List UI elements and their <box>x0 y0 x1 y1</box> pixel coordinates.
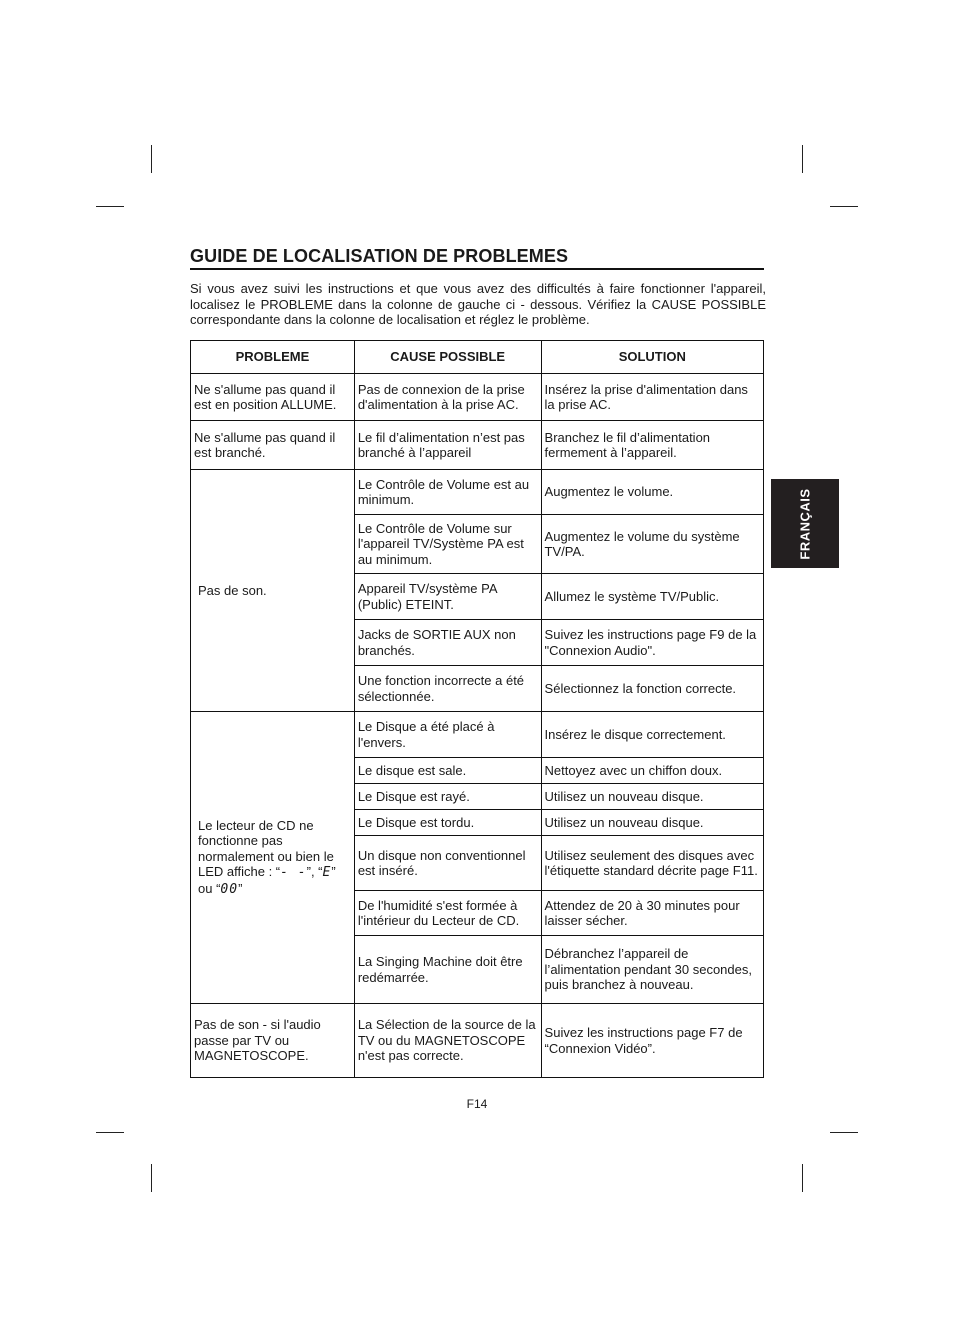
solution-cell: Augmentez le volume. <box>541 470 763 515</box>
table-row <box>191 421 764 470</box>
solution-cell: Augmentez le volume du système TV/PA. <box>541 515 763 574</box>
crop-mark <box>830 1132 858 1133</box>
problem-cell: Pas de son. <box>191 470 355 712</box>
led-code-dashes: - - <box>280 865 307 881</box>
intro-paragraph: Si vous avez suivi les instructions et que vous avez des difficultés à faire fonctionner l'appareil, localisez le PROBLEME dans la colonne de gauche ci - dessous. Vérifiez la CAUSE POSSIBLE correspondante dans la colonne de localisation et réglez le problème. <box>190 281 766 327</box>
cause-cell: Le Disque est rayé. <box>354 784 541 810</box>
cause-cell: Le Contrôle de Volume est au minimum. <box>354 470 541 515</box>
problem-text: ”, “ <box>306 864 323 880</box>
solution-cell: Sélectionnez la fonction correcte. <box>541 666 763 712</box>
cause-cell: Le Disque est tordu. <box>354 810 541 836</box>
crop-mark <box>151 1164 152 1192</box>
problem-text: Le lecteur de CD ne fonctionne pas normalement ou bien le LED affiche : “ <box>198 817 334 880</box>
solution-cell: Allumez le système TV/Public. <box>541 574 763 620</box>
table-header-row <box>191 341 764 374</box>
problem-cell <box>191 712 355 1004</box>
solution-cell: Utilisez seulement des disques avec l'étiquette standard décrite page F11. <box>541 836 763 891</box>
cause-cell: De l'humidité s'est formée à l'intérieur du Lecteur de CD. <box>354 891 541 936</box>
crop-mark <box>151 145 152 173</box>
solution-cell: Suivez les instructions page F7 de “Connexion Vidéo”. <box>541 1004 763 1078</box>
led-code-e: E <box>322 865 332 881</box>
problem-text: ” ou “ <box>198 864 336 896</box>
header-probleme: PROBLEME <box>191 341 355 374</box>
solution-cell: Attendez de 20 à 30 minutes pour laisser sécher. <box>541 891 763 936</box>
crop-mark <box>802 145 803 173</box>
language-tab-label: FRANÇAIS <box>797 487 813 560</box>
crop-mark <box>96 206 124 207</box>
header-solution: SOLUTION <box>541 341 763 374</box>
problem-cell: Pas de son - si l'audio passe par TV ou MAGNETOSCOPE. <box>191 1004 355 1078</box>
cause-cell: Jacks de SORTIE AUX non branchés. <box>354 620 541 666</box>
language-tab <box>771 479 839 568</box>
led-code-00: 00 <box>220 881 239 897</box>
table-row <box>191 1004 764 1078</box>
cause-cell: La Singing Machine doit être redémarrée. <box>354 936 541 1004</box>
page-title: GUIDE DE LOCALISATION DE PROBLEMES <box>190 245 764 270</box>
cause-cell: Pas de connexion de la prise d'alimentation à la prise AC. <box>354 374 541 421</box>
solution-cell: Débranchez l’appareil de l’alimentation pendant 30 secondes, puis branchez à nouveau. <box>541 936 763 1004</box>
problem-cell: Ne s'allume pas quand il est en position ALLUME. <box>191 374 355 421</box>
table-row <box>191 712 764 758</box>
crop-mark <box>96 1132 124 1133</box>
cause-cell: Le Disque a été placé à l'envers. <box>354 712 541 758</box>
solution-cell: Insérez le disque correctement. <box>541 712 763 758</box>
table-row <box>191 470 764 515</box>
cause-cell: La Sélection de la source de la TV ou du MAGNETOSCOPE n'est pas correcte. <box>354 1004 541 1078</box>
solution-cell: Utilisez un nouveau disque. <box>541 784 763 810</box>
solution-cell: Utilisez un nouveau disque. <box>541 810 763 836</box>
problem-text: ” <box>238 880 243 896</box>
cause-cell: Une fonction incorrecte a été sélectionnée. <box>354 666 541 712</box>
solution-cell: Suivez les instructions page F9 de la "Connexion Audio". <box>541 620 763 666</box>
solution-cell: Branchez le fil d’alimentation fermement à l’appareil. <box>541 421 763 470</box>
crop-mark <box>830 206 858 207</box>
table-row <box>191 374 764 421</box>
page-number: F14 <box>466 1097 488 1111</box>
cause-cell: Un disque non conventionnel est inséré. <box>354 836 541 891</box>
cause-cell: Appareil TV/système PA (Public) ETEINT. <box>354 574 541 620</box>
solution-cell: Nettoyez avec un chiffon doux. <box>541 758 763 784</box>
cause-cell: Le disque est sale. <box>354 758 541 784</box>
solution-cell: Insérez la prise d'alimentation dans la prise AC. <box>541 374 763 421</box>
cause-cell: Le fil d’alimentation n’est pas branché à l’appareil <box>354 421 541 470</box>
crop-mark <box>802 1164 803 1192</box>
problem-cell: Ne s'allume pas quand il est branché. <box>191 421 355 470</box>
troubleshooting-table <box>190 340 764 1078</box>
cause-cell: Le Contrôle de Volume sur l'appareil TV/Système PA est au minimum. <box>354 515 541 574</box>
header-cause: CAUSE POSSIBLE <box>354 341 541 374</box>
